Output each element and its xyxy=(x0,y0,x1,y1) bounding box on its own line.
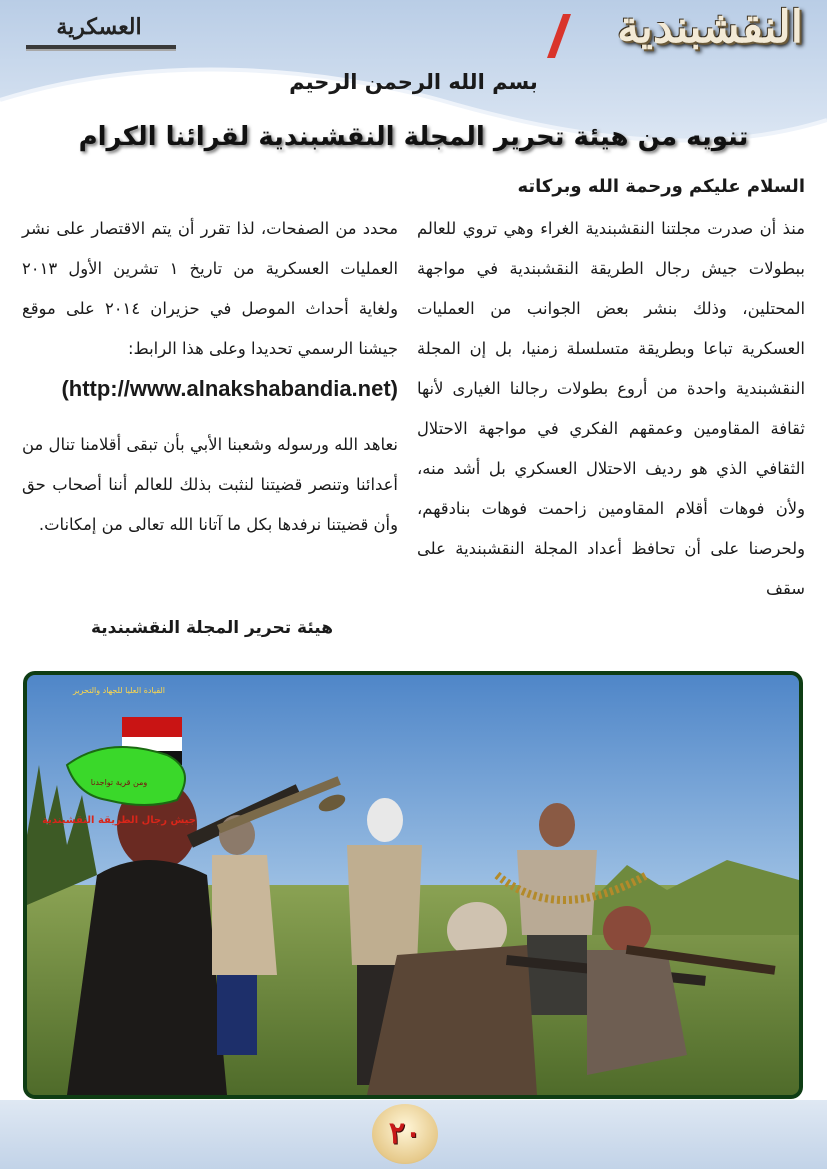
article-paragraph: نعاهد الله ورسوله وشعبنا الأبي بأن تبقى أقلامنا تنال من أعدائنا وتنصر قضيتنا لنثبت بذلك للعالم أننا أصحاب حق وأن قضيتنا نرفدها بكل ما آتانا الله تعالى من إمكانات. xyxy=(22,435,398,534)
salutation: السلام عليكم ورحمة الله وبركاته xyxy=(517,176,805,197)
magazine-name: النقشبندية xyxy=(617,2,803,53)
section-underline xyxy=(26,45,176,51)
page-number: ٢٠ xyxy=(372,1104,438,1164)
article-photo xyxy=(23,671,803,1099)
article-column-left xyxy=(22,209,398,545)
fighters-photo-illustration xyxy=(27,675,799,1095)
logo-bottom-text: جيش رجال الطريقة النقشبندية xyxy=(42,815,196,826)
section-title: العسكرية xyxy=(56,14,142,40)
signature: هيئة تحرير المجلة النقشبندية xyxy=(90,618,334,638)
website-link[interactable]: (http://www.alnakshabandia.net) xyxy=(61,376,398,401)
article-paragraph: منذ أن صدرت مجلتنا النقشبندية الغراء وهي تروي للعالم ببطولات جيش رجال الطريقة النقشبندية في مواجهة المحتلين، وذلك بنشر بعض الجوانب من العمليات العسكرية تباعا وبطريقة متسلسلة زمنيا، بل إن المجلة النقشبندية واحدة من أروع بطولات رجالنا الغيارى لأنها ثقافة المقاومين وعمقهم الفكري في مواجهة الاحتلال الثقافي الذي هو رديف الاحتلال العسكري بل أشد منه، ولأن فوهات أقلام المقاومين زاحمت فوهات بنادقهم، ولحرصنا على أن تحافظ أعداد المجلة النقشبندية على سقف xyxy=(417,219,805,598)
logo-top-text: القيادة العليا للجهاد والتحرير xyxy=(72,686,166,695)
basmala: بسم الله الرحمن الرحيم xyxy=(289,70,538,94)
logo-mid-text: ومن قرية تواجدنا xyxy=(90,778,148,787)
article-paragraph: محدد من الصفحات، لذا تقرر أن يتم الاقتصار على نشر العمليات العسكرية من تاريخ ١ تشرين الأول ٢٠١٣ ولغاية أحداث الموصل في حزيران ٢٠١٤ على موقع جيشنا الرسمي تحديدا وعلى هذا الرابط: xyxy=(22,219,398,358)
article-column-right xyxy=(417,209,805,609)
article-headline: تنويه من هيئة تحرير المجلة النقشبندية لقرائنا الكرام xyxy=(78,122,749,152)
